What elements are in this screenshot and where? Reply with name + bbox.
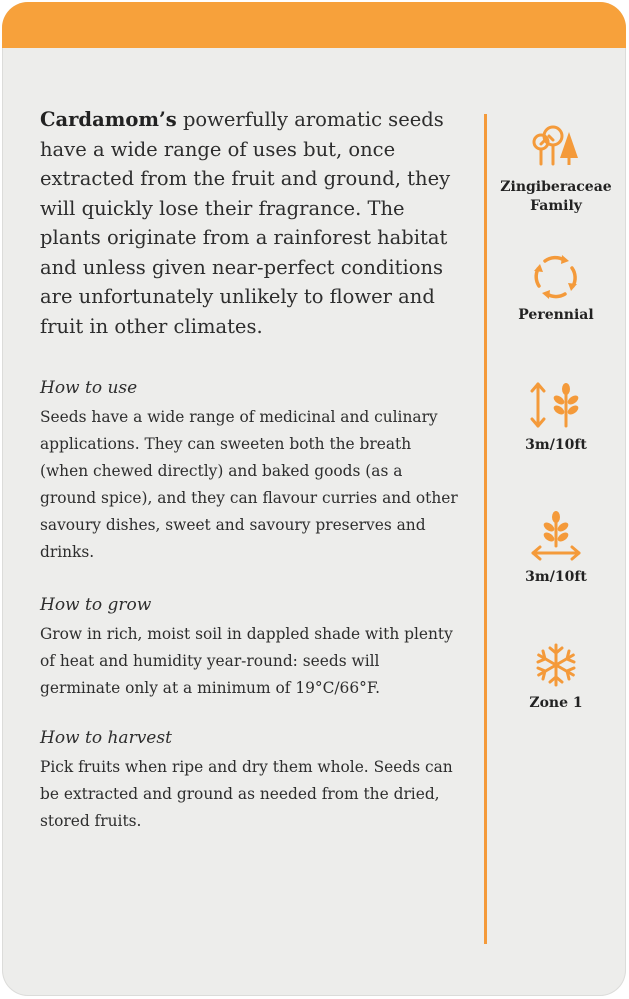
vertical-divider <box>484 114 487 944</box>
section-body-harvest: Pick fruits when ripe and dry them whole. Seeds can be extracted and ground as needed from the dried, stored fruits. <box>40 758 453 830</box>
section-heading-grow: How to grow <box>40 595 152 615</box>
cycle-arrows-icon <box>531 252 581 300</box>
intro-text: powerfully aromatic seeds have a wide range of uses but, once extracted from the fruit and ground, they will quickly lose their fragrance. The plants originate from a rainforest habitat and unless given near-perfect conditions are unfortunately unlikely to flower and fruit in other climates. <box>40 108 451 338</box>
top-color-band <box>2 2 626 48</box>
section-body-grow: Grow in rich, moist soil in dappled shade with plenty of heat and humidity year-round: seeds will germinate only at a minimum of 19°C/66°F. <box>40 625 453 697</box>
family-label-line1: Zingiberaceae <box>500 179 612 195</box>
section-heading-harvest: How to harvest <box>40 728 172 748</box>
zone-info <box>492 642 620 713</box>
zone-label: Zone 1 <box>529 695 583 711</box>
family-info <box>492 124 620 216</box>
spread-info <box>492 510 620 587</box>
height-info <box>492 380 620 455</box>
snowflake-icon <box>533 642 579 688</box>
trees-icon <box>531 124 581 172</box>
spread-label: 3m/10ft <box>525 569 587 585</box>
family-label-line2: Family <box>530 198 582 214</box>
section-heading-use: How to use <box>40 378 138 398</box>
perennial-label: Perennial <box>518 307 594 323</box>
plant-card <box>2 2 626 996</box>
plant-name: Cardamom’s <box>40 108 177 131</box>
height-label: 3m/10ft <box>525 437 587 453</box>
spread-icon <box>528 510 584 562</box>
section-body-use: Seeds have a wide range of medicinal and culinary applications. They can sweeten both the breath (when chewed directly) and baked goods (as a ground spice), and they can flavour curries and other savoury dishes, sweet and savoury preserves and drinks. <box>40 408 458 561</box>
intro-paragraph <box>40 105 460 341</box>
height-icon <box>528 380 584 430</box>
lifecycle-info <box>492 252 620 325</box>
